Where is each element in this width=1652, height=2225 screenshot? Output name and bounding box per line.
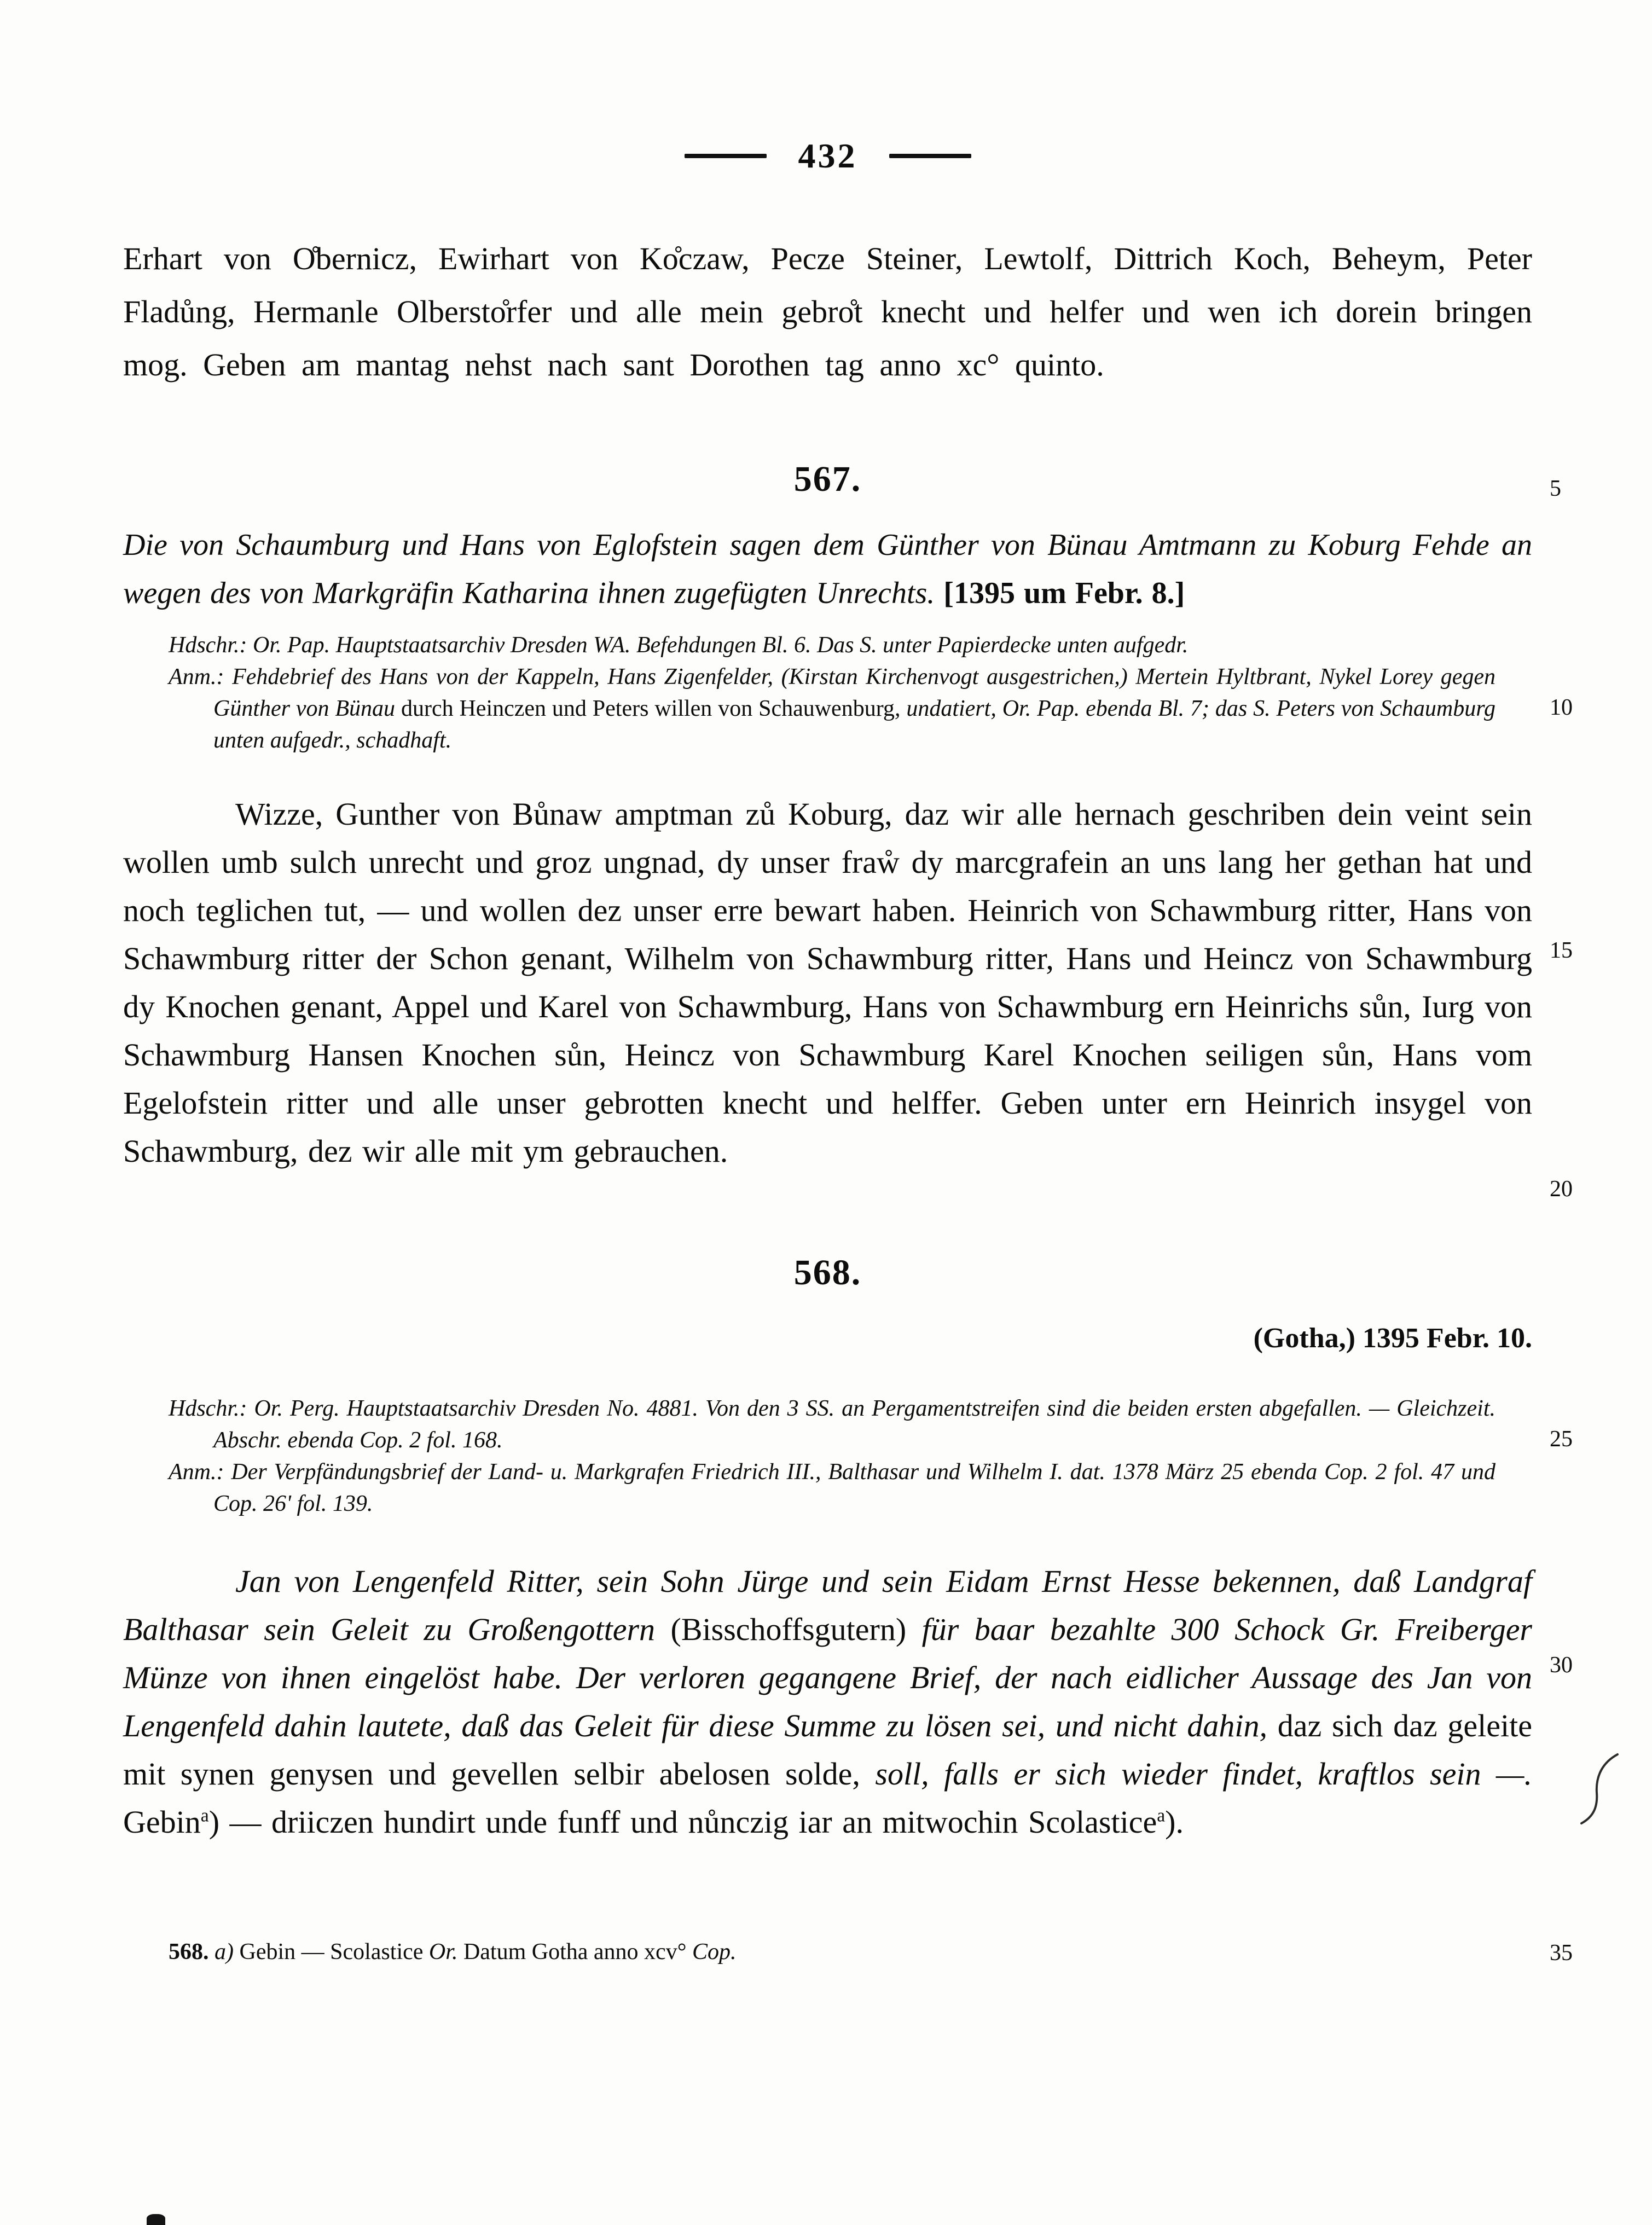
entry-567-summary: Die von Schaumburg und Hans von Eglofstein sagen dem Günther von Bünau Amtmann zu Koburg Fehde an wegen des von Markgräfin Katharina ihnen zugefügten Unrechts. [1395 um Febr. 8.] xyxy=(123,528,1532,610)
pen-mark-artifact xyxy=(1575,1750,1630,1832)
page-number: 432 xyxy=(798,136,857,175)
entry-568-date: (Gotha,) 1395 Febr. 10. xyxy=(1253,1323,1532,1354)
entry-568-source-notes xyxy=(169,1393,1496,1520)
scan-edge-artifact xyxy=(147,2214,165,2225)
margin-line-number-15: 15 xyxy=(1550,938,1573,963)
margin-line-number-20: 20 xyxy=(1550,1177,1573,1202)
entry-568-body: Jan von Lengenfeld Ritter, sein Sohn Jürge und sein Eidam Ernst Hesse bekennen, daß Landgraf Balthasar sein Geleit zu Großengottern (Bisschoffsgutern) für baar bezahlte 300 Schock Gr. Freiberger Münze von ihnen eingelöst habe. Der verloren gegangene Brief, der nach eidlicher Aussage des Jan von Lengenfeld dahin lautete, daß das Geleit für diese Summe zu lösen sei, und nicht dahin, daz sich daz geleite mit synen genysen und gevellen selbir abelosen solde, soll, falls er sich wieder findet, kraftlos sein —. Gebin$^a$) — driiczen hundirt unde funff und nůnczig iar an mitwochin Scolastice$^a$). xyxy=(123,1563,1533,1840)
page-number-rule-left xyxy=(685,154,767,158)
entry-568-hdschr-note: Hdschr.: Or. Perg. Hauptstaatsarchiv Dresden No. 4881. Von den 3 SS. an Pergamentstreifen sind die beiden ersten abgefallen. — Gleichzeit. Abschr. ebenda Cop. 2 fol. 168. xyxy=(169,1396,1496,1453)
margin-line-number-25: 25 xyxy=(1550,1427,1573,1452)
page-number-rule-right xyxy=(889,154,971,158)
entry-568-number: 568. xyxy=(793,1253,862,1293)
entry-567-number: 567. xyxy=(793,459,862,499)
margin-line-number-10: 10 xyxy=(1550,695,1573,720)
footnote-568a: 568. a) Gebin — Scolastice Or. Datum Gotha anno xcv° Cop. xyxy=(169,1939,737,1965)
entry-567-hdschr-note: Hdschr.: Or. Pap. Hauptstaatsarchiv Dresden WA. Befehdungen Bl. 6. Das S. unter Papierdecke unten aufgedr. xyxy=(169,633,1189,658)
margin-line-number-35: 35 xyxy=(1550,1940,1573,1966)
intro-paragraph: Erhart von O̊bernicz, Ewirhart von Ko̊czaw, Pecze Steiner, Lewtolf, Dittrich Koch, Beheym, Peter Fladůng, Hermanle Olbersto̊rfer und alle mein gebro̊t knecht und helfer und wen ich dorein bringen mog. Geben am mantag nehst nach sant Dorothen tag anno xc° quinto. xyxy=(123,241,1532,383)
page-header xyxy=(123,136,1532,176)
entry-567-anm-note: Anm.: Fehdebrief des Hans von der Kappeln, Hans Zigenfelder, (Kirstan Kirchenvogt ausgestrichen,) Mertein Hyltbrant, Nykel Lorey gegen Günther von Bünau durch Heinczen und Peters willen von Schauwenburg, undatiert, Or. Pap. ebenda Bl. 7; das S. Peters von Schaumburg unten aufgedr., schadhaft. xyxy=(169,664,1496,753)
entry-568-anm-note: Anm.: Der Verpfändungsbrief der Land- u. Markgrafen Friedrich III., Balthasar und Wilhelm I. dat. 1378 März 25 ebenda Cop. 2 fol. 47 und Cop. 26' fol. 139. xyxy=(169,1459,1496,1516)
margin-line-number-5: 5 xyxy=(1550,476,1561,501)
margin-line-number-30: 30 xyxy=(1550,1653,1573,1678)
entry-567-body: Wizze, Gunther von Bůnaw amptman zů Koburg, daz wir alle hernach geschriben dein veint sein wollen umb sulch unrecht und groz ungnad, dy unser fraẘ dy marcgrafein an uns lang her gethan hat und noch teglichen tut, — und wollen dez unser erre bewart haben. Heinrich von Schawmburg ritter, Hans von Schawmburg ritter der Schon genant, Wilhelm von Schawmburg ritter, Hans und Heincz von Schawmburg dy Knochen genant, Appel und Karel von Schawmburg, Hans von Schawmburg ern Heinrichs sůn, Iurg von Schawmburg Hansen Knochen sůn, Heincz von Schawmburg Karel Knochen seiligen sůn, Hans vom Egelofstein ritter und alle unser gebrotten knecht und helffer. Geben unter ern Heinrich insygel von Schawmburg, dez wir alle mit ym gebrauchen. xyxy=(123,796,1532,1169)
entry-567-source-notes xyxy=(169,629,1496,756)
